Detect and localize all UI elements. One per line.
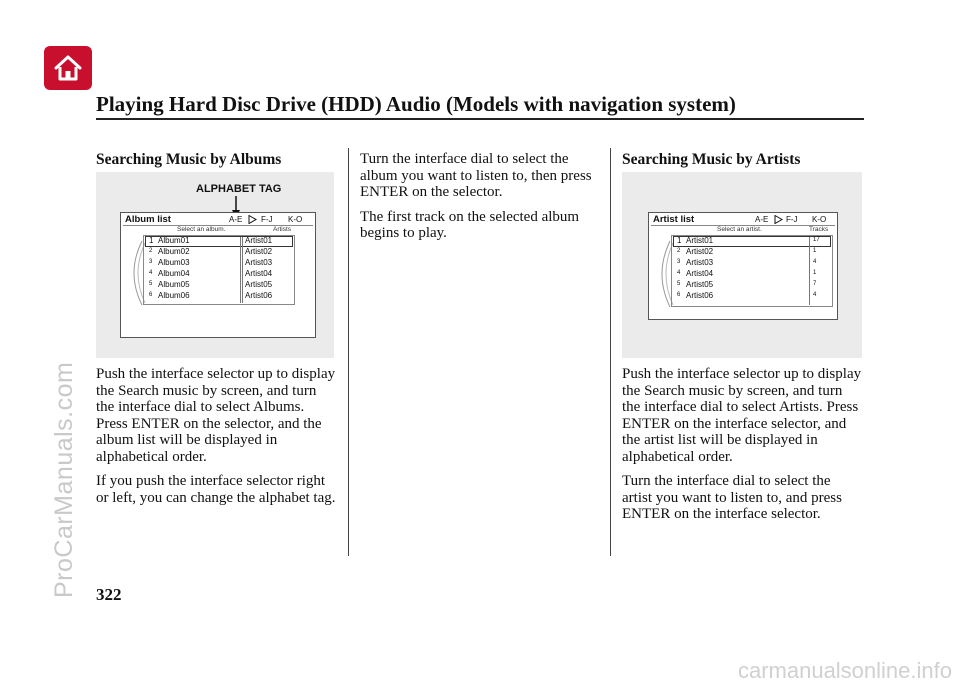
list-item[interactable] — [677, 291, 829, 302]
row-number: 3 — [149, 259, 153, 265]
track-count: 4 — [813, 259, 817, 265]
album-name: Album04 — [158, 269, 190, 278]
row-number: 6 — [149, 292, 153, 298]
tab-a-e[interactable]: A-E — [755, 215, 769, 224]
artist-name: Artist03 — [686, 258, 714, 267]
list-item[interactable] — [677, 247, 829, 258]
row-number: 2 — [149, 248, 153, 254]
artist-name: Artist02 — [245, 247, 273, 256]
list-item[interactable] — [149, 247, 289, 258]
artist-name: Artist02 — [686, 247, 714, 256]
paragraph: Turn the interface dial to select the artist you want to listen to, and press ENTER on the interface selector. — [622, 473, 842, 522]
artist-list-screen — [648, 212, 838, 320]
row-number: 6 — [677, 292, 681, 298]
artist-name: Artist06 — [245, 291, 273, 300]
column-divider-1 — [348, 148, 349, 556]
page-number: 322 — [96, 585, 122, 604]
album-name: Album01 — [158, 236, 190, 245]
artists-instructions — [622, 366, 862, 531]
artist-list-subtitle: Select an artist. — [717, 226, 762, 233]
track-count: 1 — [813, 248, 817, 254]
album-list-subtitle: Select an album. — [177, 226, 226, 233]
tab-arrow-icon — [248, 215, 257, 224]
tab-a-e[interactable]: A-E — [229, 215, 243, 224]
track-count: 1 — [813, 270, 817, 276]
list-item[interactable] — [149, 291, 289, 302]
artist-name: Artist01 — [686, 236, 714, 245]
row-number: 4 — [677, 270, 681, 276]
paragraph: If you push the interface selector right or left, you can change the alphabet tag. — [96, 473, 336, 506]
paragraph: Turn the interface dial to select the album you want to listen to, then press ENTER on the selector. — [360, 151, 592, 200]
artist-name: Artist03 — [245, 258, 273, 267]
artist-name: Artist05 — [686, 280, 714, 289]
album-name: Album03 — [158, 258, 190, 267]
column-separator — [242, 237, 243, 303]
tab-f-j[interactable]: F-J — [786, 215, 798, 224]
row-number: 1 — [677, 236, 682, 245]
list-item[interactable] — [677, 280, 829, 291]
tab-arrow-icon — [774, 215, 783, 224]
watermark-bottom: carmanualsonline.info — [737, 658, 952, 683]
header-rule — [96, 118, 864, 120]
tracks-column-header: Tracks — [809, 226, 829, 233]
column-separator — [809, 237, 810, 305]
list-item[interactable] — [677, 236, 829, 247]
album-name: Album06 — [158, 291, 190, 300]
artist-name: Artist05 — [245, 280, 273, 289]
tab-f-j[interactable]: F-J — [261, 215, 273, 224]
tab-k-o[interactable]: K-O — [288, 215, 303, 224]
track-count: 17 — [813, 237, 820, 243]
artist-list-figure — [622, 172, 862, 358]
home-button[interactable] — [44, 46, 92, 90]
track-count: 7 — [813, 281, 817, 287]
artist-name: Artist01 — [245, 236, 273, 245]
page-header-title: Playing Hard Disc Drive (HDD) Audio (Models with navigation system) — [96, 92, 736, 116]
list-item[interactable] — [677, 258, 829, 269]
list-item[interactable] — [677, 269, 829, 280]
row-number: 5 — [677, 281, 681, 287]
paragraph: Push the interface selector up to display the Search music by screen, and turn the interface dial to select Artists. Press ENTER on the interface selector, and the artist list will be displayed in alphabetical order. — [622, 366, 862, 465]
album-list-screen — [120, 212, 316, 338]
paragraph: The first track on the selected album begins to play. — [360, 208, 580, 241]
list-item[interactable] — [149, 258, 289, 269]
album-list-figure — [96, 172, 334, 358]
artists-column-header: Artists — [273, 226, 292, 233]
album-name: Album02 — [158, 247, 190, 256]
artist-name: Artist06 — [686, 291, 714, 300]
paragraph: Push the interface selector up to display the Search music by screen, and turn the interface dial to select Albums. Press ENTER on the selector, and the album list will be displayed in alphabetical order. — [96, 366, 336, 465]
section-heading-artists: Searching Music by Artists — [622, 151, 801, 168]
artist-name: Artist04 — [686, 269, 714, 278]
column-divider-2 — [610, 148, 611, 556]
list-item[interactable] — [149, 236, 289, 247]
album-list-title: Album list — [125, 214, 171, 225]
row-number: 5 — [149, 281, 153, 287]
row-number: 4 — [149, 270, 153, 276]
alphabet-tag-callout: ALPHABET TAG — [196, 183, 282, 195]
album-playback-instructions — [360, 151, 600, 250]
list-item[interactable] — [149, 269, 289, 280]
album-name: Album05 — [158, 280, 190, 289]
row-number: 2 — [677, 248, 681, 254]
section-heading-albums: Searching Music by Albums — [96, 151, 282, 168]
home-icon — [53, 54, 83, 82]
row-number: 3 — [677, 259, 681, 265]
list-item[interactable] — [149, 280, 289, 291]
artist-list-title: Artist list — [653, 214, 695, 225]
watermark-left: ProCarManuals.com — [50, 361, 78, 598]
albums-instructions — [96, 366, 336, 514]
tab-k-o[interactable]: K-O — [812, 215, 827, 224]
row-number: 1 — [149, 236, 154, 245]
track-count: 4 — [813, 292, 817, 298]
artist-name: Artist04 — [245, 269, 273, 278]
column-separator — [240, 237, 241, 303]
